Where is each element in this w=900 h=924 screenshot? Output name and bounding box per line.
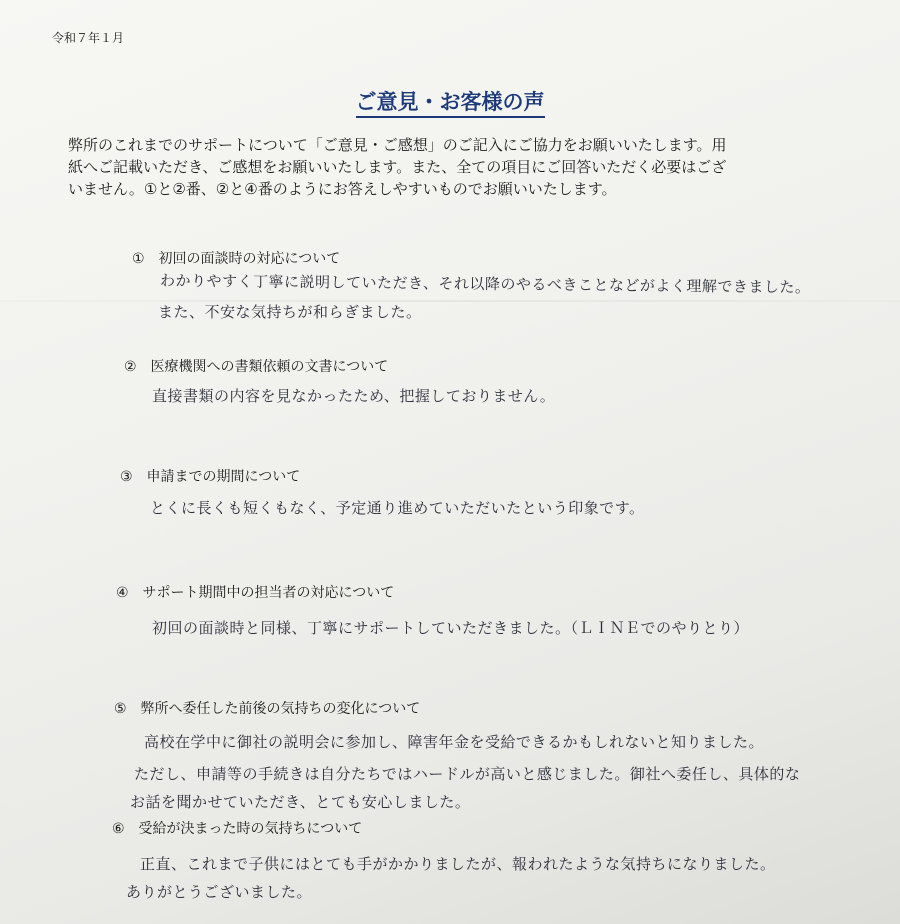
question-1-label: ① 初回の面談時の対応について [132, 251, 341, 267]
answer-4-line: 初回の面談時と同様、丁寧にサポートしていただきました。（ＬＩＮＥでのやりとり） [152, 619, 750, 637]
question-6-label: ⑥ 受給が決まった時の気持ちについて [112, 821, 363, 837]
answer-1-line: わかりやすく丁寧に説明していただき、それ以降のやるべきことなどがよく理解できました。 [159, 271, 811, 297]
intro-line: 弊所のこれまでのサポートについて「ご意見・ご感想」のご記入にご協力をお願いいたします。用 [68, 136, 727, 154]
answer-5-line: 高校在学中に御社の説明会に参加し、障害年金を受給できるかもしれないと知りました。 [144, 733, 765, 751]
document-date: 令和７年１月 [52, 31, 125, 45]
answer-5-line: ただし、申請等の手続きは自分たちではハードルが高いと感じました。御社へ委任し、具体的な [134, 765, 801, 783]
answer-5-line: お話を聞かせていただき、とても安心しました。 [130, 793, 471, 811]
answer-6-line: ありがとうございました。 [126, 883, 313, 901]
intro-paragraph [68, 134, 808, 200]
document-title-wrap [0, 86, 900, 116]
question-2-label: ② 医療機関への書類依頼の文書について [124, 359, 389, 375]
document-title: ご意見・お客様の声 [356, 90, 545, 118]
answer-6-line: 正直、これまで子供にはとても手がかかりましたが、報われたような気持ちになりました。 [140, 855, 776, 873]
answer-3-line: とくに長くも短くもなく、予定通り進めていただいたという印象です。 [150, 499, 645, 517]
intro-line: 紙へご記載いただき、ご感想をお願いいたします。また、全ての項目にご回答いただく必要はござ [68, 158, 727, 176]
question-4-label: ④ サポート期間中の担当者の対応について [116, 585, 395, 601]
answer-1-line: また、不安な気持ちが和らぎました。 [158, 303, 422, 321]
question-3-label: ③ 申請までの期間について [120, 469, 301, 485]
intro-line: いません。①と②番、②と④番のようにお答えしやすいものでお願いいたします。 [68, 180, 617, 198]
answer-2-line: 直接書類の内容を見なかったため、把握しておりません。 [152, 387, 556, 405]
paper-fold-line [0, 300, 900, 302]
question-5-label: ⑤ 弊所へ委任した前後の気持ちの変化について [114, 701, 421, 717]
